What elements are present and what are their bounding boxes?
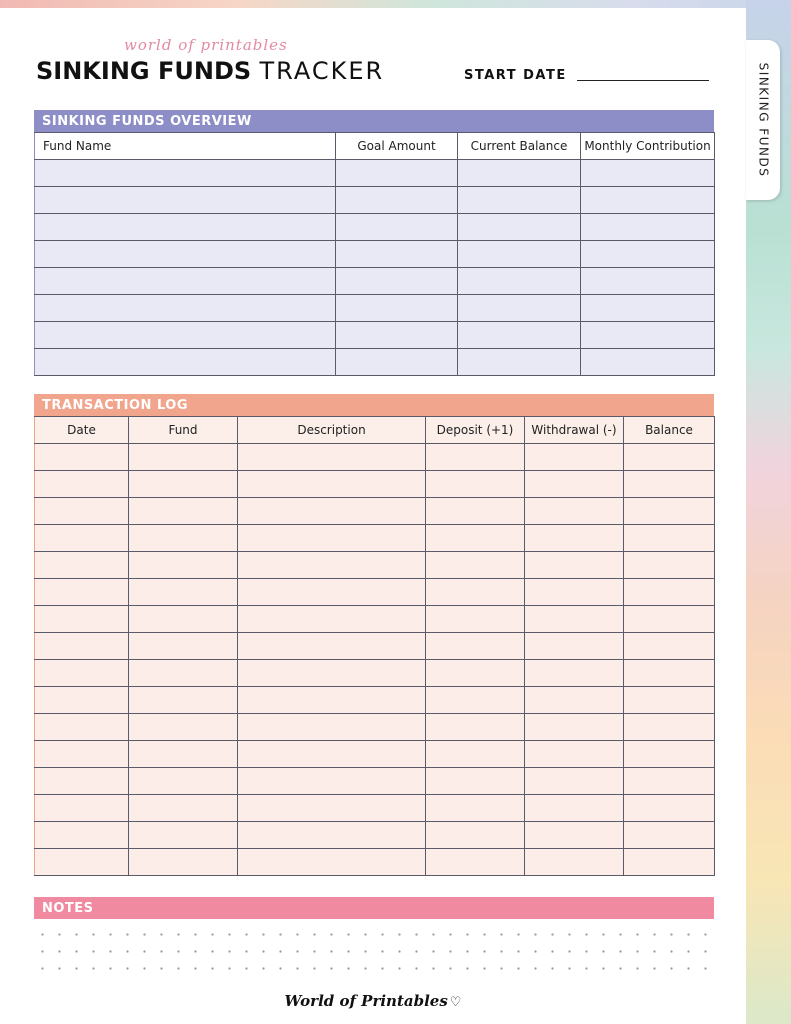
table-cell[interactable] <box>525 660 624 687</box>
table-cell[interactable] <box>238 579 426 606</box>
notes-header: NOTES <box>34 897 714 919</box>
table-cell[interactable] <box>238 471 426 498</box>
table-cell[interactable] <box>129 606 238 633</box>
table-cell[interactable] <box>238 687 426 714</box>
column-header-balance: Balance <box>624 417 715 444</box>
table-cell[interactable] <box>129 498 238 525</box>
overview-header: SINKING FUNDS OVERVIEW <box>34 110 714 132</box>
table-cell[interactable] <box>624 579 715 606</box>
transaction-log-header-row <box>35 417 715 444</box>
table-cell[interactable] <box>458 268 581 295</box>
table-cell[interactable] <box>624 714 715 741</box>
table-cell[interactable] <box>238 849 426 876</box>
page-title-bold: SINKING FUNDS <box>36 57 252 85</box>
table-cell[interactable] <box>35 187 336 214</box>
table-cell[interactable] <box>525 849 624 876</box>
table-cell[interactable] <box>129 849 238 876</box>
table-cell[interactable] <box>35 295 336 322</box>
table-cell[interactable] <box>129 795 238 822</box>
table-cell[interactable] <box>35 160 336 187</box>
table-cell[interactable] <box>238 633 426 660</box>
table-cell[interactable] <box>336 322 458 349</box>
table-cell[interactable] <box>35 349 336 376</box>
side-tab[interactable] <box>746 40 780 200</box>
table-cell[interactable] <box>426 660 525 687</box>
table-cell[interactable] <box>35 498 129 525</box>
table-cell[interactable] <box>624 633 715 660</box>
table-cell[interactable] <box>624 606 715 633</box>
table-cell[interactable] <box>581 349 715 376</box>
table-cell[interactable] <box>624 552 715 579</box>
table-cell[interactable] <box>581 322 715 349</box>
table-cell[interactable] <box>458 187 581 214</box>
transaction-row <box>35 498 715 525</box>
table-cell[interactable] <box>35 214 336 241</box>
table-cell[interactable] <box>581 160 715 187</box>
column-header-current-balance: Current Balance <box>458 133 581 160</box>
table-cell[interactable] <box>525 525 624 552</box>
table-cell[interactable] <box>426 633 525 660</box>
column-header-fund-name: Fund Name <box>35 133 336 160</box>
table-cell[interactable] <box>35 552 129 579</box>
table-cell[interactable] <box>129 660 238 687</box>
table-cell[interactable] <box>35 687 129 714</box>
transaction-row <box>35 606 715 633</box>
table-cell[interactable] <box>129 822 238 849</box>
transaction-row <box>35 822 715 849</box>
table-cell[interactable] <box>426 606 525 633</box>
table-cell[interactable] <box>129 741 238 768</box>
table-cell[interactable] <box>426 795 525 822</box>
table-cell[interactable] <box>426 498 525 525</box>
table-cell[interactable] <box>525 795 624 822</box>
transaction-row <box>35 714 715 741</box>
start-date-field[interactable] <box>577 80 709 81</box>
table-cell[interactable] <box>525 552 624 579</box>
table-cell[interactable] <box>624 498 715 525</box>
table-cell[interactable] <box>336 268 458 295</box>
transaction-row <box>35 660 715 687</box>
table-cell[interactable] <box>525 633 624 660</box>
notes-dot-grid[interactable] <box>34 926 718 978</box>
column-header-withdrawal: Withdrawal (-) <box>525 417 624 444</box>
table-cell[interactable] <box>525 768 624 795</box>
table-cell[interactable] <box>624 849 715 876</box>
table-cell[interactable] <box>238 741 426 768</box>
table-cell[interactable] <box>624 444 715 471</box>
table-cell[interactable] <box>336 295 458 322</box>
table-cell[interactable] <box>581 241 715 268</box>
table-cell[interactable] <box>581 295 715 322</box>
table-cell[interactable] <box>129 687 238 714</box>
start-date-label: START DATE <box>464 68 567 83</box>
table-cell[interactable] <box>336 160 458 187</box>
table-cell[interactable] <box>624 687 715 714</box>
footer-brand <box>0 992 746 1010</box>
table-cell[interactable] <box>35 241 336 268</box>
column-header-goal-amount: Goal Amount <box>336 133 458 160</box>
table-cell[interactable] <box>426 714 525 741</box>
side-tab-label: SINKING FUNDS <box>756 62 770 178</box>
transaction-row <box>35 444 715 471</box>
table-cell[interactable] <box>238 714 426 741</box>
table-cell[interactable] <box>624 822 715 849</box>
table-cell[interactable] <box>35 660 129 687</box>
table-cell[interactable] <box>426 687 525 714</box>
transaction-row <box>35 849 715 876</box>
table-cell[interactable] <box>525 444 624 471</box>
transaction-row <box>35 525 715 552</box>
table-cell[interactable] <box>35 849 129 876</box>
table-cell[interactable] <box>336 241 458 268</box>
transaction-log-header: TRANSACTION LOG <box>34 394 714 416</box>
table-cell[interactable] <box>581 214 715 241</box>
table-cell[interactable] <box>35 795 129 822</box>
table-cell[interactable] <box>336 187 458 214</box>
table-cell[interactable] <box>129 714 238 741</box>
table-cell[interactable] <box>35 525 129 552</box>
table-cell[interactable] <box>129 552 238 579</box>
table-cell[interactable] <box>426 768 525 795</box>
table-cell[interactable] <box>238 768 426 795</box>
column-header-fund: Fund <box>129 417 238 444</box>
table-cell[interactable] <box>426 741 525 768</box>
table-cell[interactable] <box>35 606 129 633</box>
column-header-deposit: Deposit (+1) <box>426 417 525 444</box>
table-cell[interactable] <box>426 822 525 849</box>
table-cell[interactable] <box>238 795 426 822</box>
table-cell[interactable] <box>35 633 129 660</box>
overview-row <box>35 322 715 349</box>
table-cell[interactable] <box>458 160 581 187</box>
table-cell[interactable] <box>458 241 581 268</box>
brand-script-logo: world of printables <box>124 36 288 54</box>
transaction-row <box>35 687 715 714</box>
page-title-light: TRACKER <box>259 57 385 85</box>
table-cell[interactable] <box>336 349 458 376</box>
transaction-row <box>35 471 715 498</box>
table-cell[interactable] <box>238 552 426 579</box>
top-decor-strip <box>0 0 791 8</box>
table-cell[interactable] <box>238 444 426 471</box>
overview-row <box>35 187 715 214</box>
table-cell[interactable] <box>624 660 715 687</box>
table-cell[interactable] <box>525 687 624 714</box>
transaction-log-table <box>34 416 715 876</box>
heart-outline-icon: ♡ <box>449 995 462 1010</box>
transaction-row <box>35 795 715 822</box>
column-header-description: Description <box>238 417 426 444</box>
table-cell[interactable] <box>35 322 336 349</box>
overview-row <box>35 349 715 376</box>
transaction-row <box>35 552 715 579</box>
column-header-date: Date <box>35 417 129 444</box>
table-cell[interactable] <box>238 660 426 687</box>
overview-header-row <box>35 133 715 160</box>
table-cell[interactable] <box>238 498 426 525</box>
table-cell[interactable] <box>525 606 624 633</box>
transaction-row <box>35 579 715 606</box>
table-cell[interactable] <box>35 579 129 606</box>
table-cell[interactable] <box>624 741 715 768</box>
table-cell[interactable] <box>426 444 525 471</box>
table-cell[interactable] <box>624 795 715 822</box>
table-cell[interactable] <box>35 741 129 768</box>
table-cell[interactable] <box>35 268 336 295</box>
overview-table <box>34 132 715 376</box>
table-cell[interactable] <box>35 822 129 849</box>
overview-row <box>35 268 715 295</box>
table-cell[interactable] <box>129 525 238 552</box>
table-cell[interactable] <box>238 606 426 633</box>
table-cell[interactable] <box>525 471 624 498</box>
table-cell[interactable] <box>35 768 129 795</box>
table-cell[interactable] <box>426 579 525 606</box>
table-cell[interactable] <box>581 187 715 214</box>
table-cell[interactable] <box>426 552 525 579</box>
transaction-row <box>35 741 715 768</box>
table-cell[interactable] <box>458 322 581 349</box>
overview-row <box>35 241 715 268</box>
table-cell[interactable] <box>129 471 238 498</box>
table-cell[interactable] <box>426 471 525 498</box>
transaction-row <box>35 633 715 660</box>
table-cell[interactable] <box>525 498 624 525</box>
table-cell[interactable] <box>525 579 624 606</box>
table-cell[interactable] <box>426 525 525 552</box>
table-cell[interactable] <box>129 579 238 606</box>
table-cell[interactable] <box>129 633 238 660</box>
table-cell[interactable] <box>35 471 129 498</box>
transaction-row <box>35 768 715 795</box>
table-cell[interactable] <box>581 268 715 295</box>
overview-row <box>35 214 715 241</box>
table-cell[interactable] <box>525 822 624 849</box>
table-cell[interactable] <box>426 849 525 876</box>
table-cell[interactable] <box>624 525 715 552</box>
table-cell[interactable] <box>238 525 426 552</box>
table-cell[interactable] <box>129 444 238 471</box>
table-cell[interactable] <box>624 471 715 498</box>
table-cell[interactable] <box>525 741 624 768</box>
table-cell[interactable] <box>525 714 624 741</box>
table-cell[interactable] <box>458 349 581 376</box>
overview-row <box>35 160 715 187</box>
table-cell[interactable] <box>336 214 458 241</box>
table-cell[interactable] <box>129 768 238 795</box>
table-cell[interactable] <box>458 214 581 241</box>
table-cell[interactable] <box>458 295 581 322</box>
page-title <box>36 57 384 85</box>
overview-row <box>35 295 715 322</box>
table-cell[interactable] <box>35 714 129 741</box>
table-cell[interactable] <box>35 444 129 471</box>
column-header-monthly-contribution: Monthly Contribution <box>581 133 715 160</box>
table-cell[interactable] <box>238 822 426 849</box>
footer-brand-text: World of Printables <box>284 992 448 1010</box>
table-cell[interactable] <box>624 768 715 795</box>
